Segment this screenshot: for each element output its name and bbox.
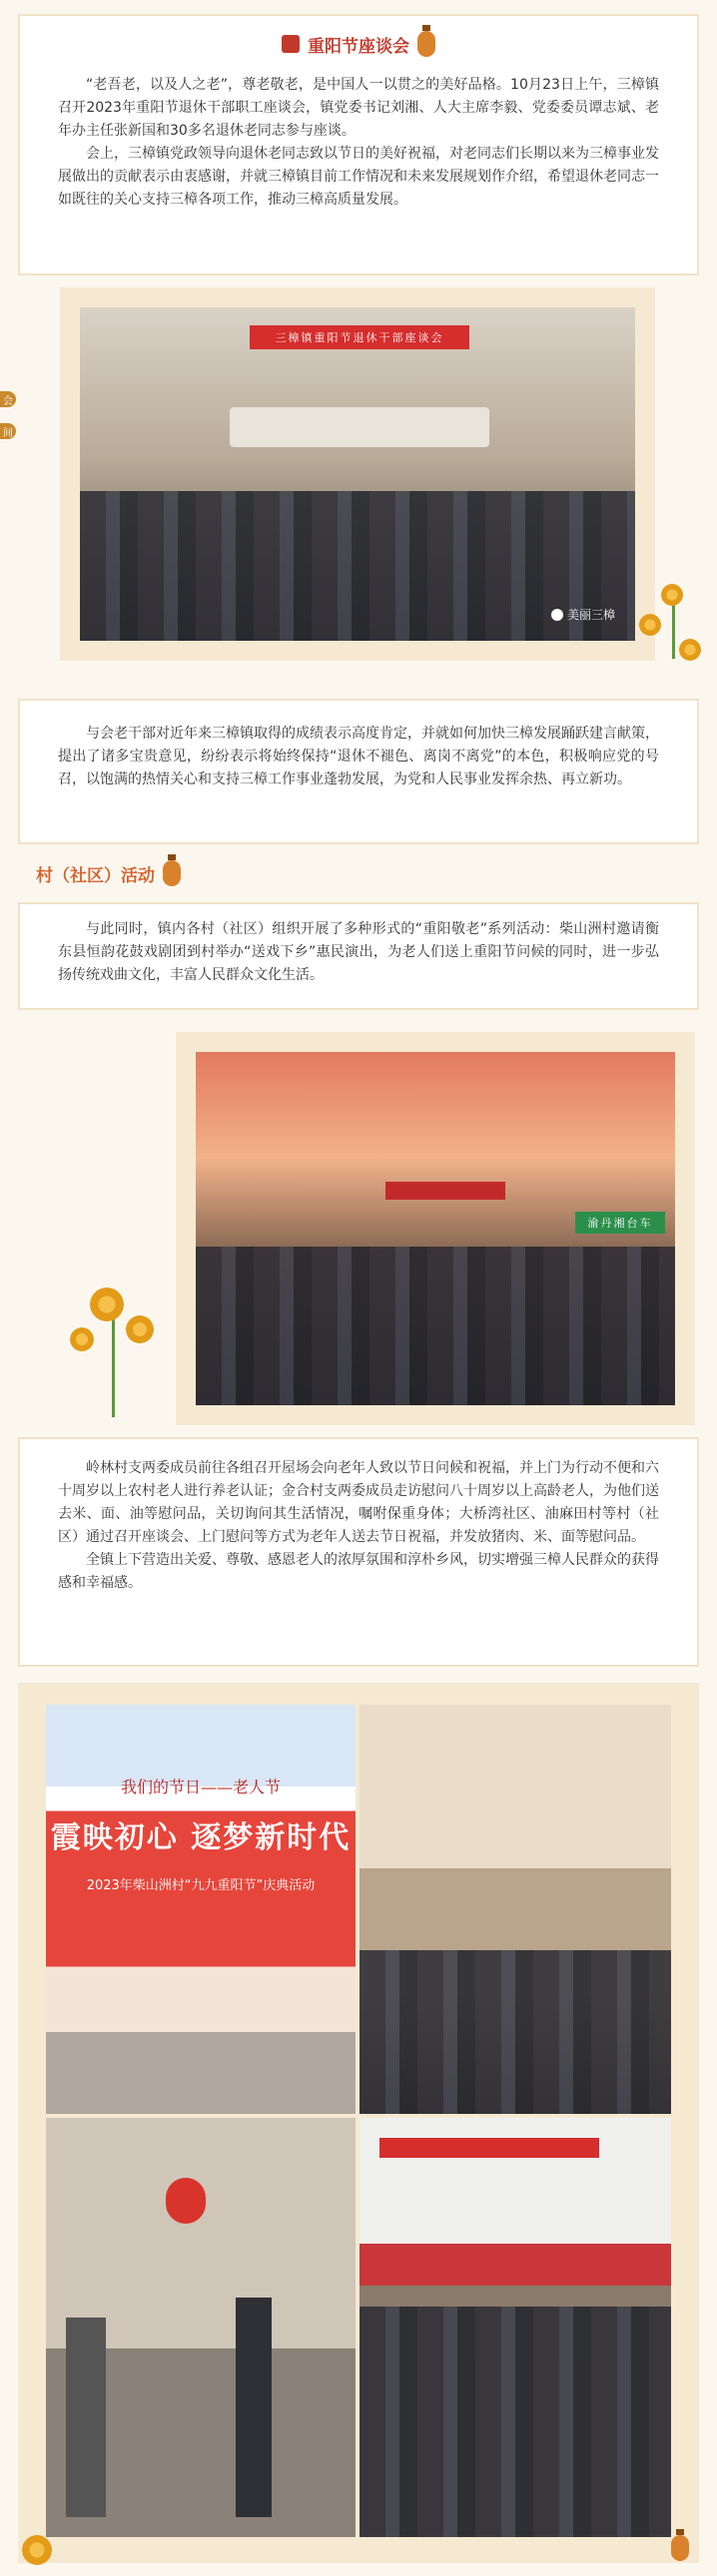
section-title-row xyxy=(20,24,697,64)
lantern-icon xyxy=(671,2535,689,2561)
truck-sign: 渝丹湘台车 xyxy=(575,1212,665,1234)
poster-subtitle: 我们的节日——老人节 xyxy=(120,1778,281,1797)
poster-slogan: 霞映初心 逐梦新时代 xyxy=(50,1820,352,1855)
side-tab: 间 xyxy=(0,423,16,439)
chrysanthemum-icon xyxy=(126,1315,154,1343)
opera-performance-photo xyxy=(196,1052,675,1405)
attendees xyxy=(359,2307,671,2537)
photo-frame xyxy=(176,1032,695,1425)
visitor-figure xyxy=(236,2298,272,2517)
flower-stem xyxy=(112,1317,115,1417)
attendees xyxy=(359,1950,671,2114)
meeting-banner: 三樟镇重阳节退休干部座谈会 xyxy=(250,325,469,349)
wechat-icon xyxy=(551,609,563,621)
meeting-table xyxy=(230,407,489,447)
home-visit-photo xyxy=(46,2118,356,2537)
watermark xyxy=(551,606,615,623)
hall-meeting-photo xyxy=(359,2118,671,2537)
festival-poster-photo xyxy=(46,1705,356,2114)
paragraph: 全镇上下营造出关爱、尊敬、感恩老人的浓厚氛围和淳朴乡风，切实增强三樟人民群众的获得感和幸福感。 xyxy=(58,1552,659,1591)
section-card-feedback xyxy=(18,699,699,844)
section-card-activities xyxy=(18,1437,699,1667)
section-title: 村（社区）活动 xyxy=(36,865,155,886)
paragraph: 岭林村支两委成员前往各组召开屋场会向老年人致以节日问候和祝福，并上门为行动不便和六十周岁以上农村老人进行养老认证；金合村支两委成员走访慰问八十周岁以上高龄老人，为他们送去米、面、油等慰问品，关切询问其生活情况，嘱咐保重身体；大桥湾社区、油麻田村等村（社区）通过召开座谈会、上门慰问等方式为老年人送去节日祝福，并发放猪肉、米、面等慰问品。 xyxy=(58,1460,659,1545)
paragraph: 与会老干部对近年来三樟镇取得的成绩表示高度肯定，并就如何加快三樟发展踊跃建言献策，提出了诸多宝贵意见，纷纷表示将始终保持“退休不褪色、离岗不离党”的本色，积极响应党的号召，以饱满的热情关心和支持三樟工作事业蓬勃发展，为党和人民事业发挥余热、再立新功。 xyxy=(58,726,659,787)
watermark-text: 美丽三樟 xyxy=(566,608,615,622)
paragraph: 会上，三樟镇党政领导向退休老同志致以节日的美好祝福，对老同志们长期以来为三樟事业发展做出的贡献表示由衷感谢，并就三樟镇目前工作情况和未来发展规划作介绍，希望退休老同志一如既往的关心支持三樟各项工作，推动三樟高质量发展。 xyxy=(58,146,659,208)
paragraph: 与此同时，镇内各村（社区）组织开展了多种形式的“重阳敬老”系列活动：柴山洲村邀请衡东县恒韵花鼓戏剧团到村举办“送戏下乡”惠民演出，为老人们送上重阳节问候的同时，进一步弘扬传统戏曲文化，丰富人民群众文化生活。 xyxy=(58,921,659,983)
chrysanthemum-icon xyxy=(90,1288,124,1321)
hall-banner xyxy=(379,2138,599,2158)
audience xyxy=(196,1247,675,1405)
chrysanthemum-icon xyxy=(22,2535,52,2565)
elderly-gathering-photo xyxy=(359,1705,671,2114)
party-emblem-icon xyxy=(282,35,300,53)
chrysanthemum-icon xyxy=(661,584,683,606)
lantern-icon xyxy=(417,31,435,57)
visitor-figure xyxy=(66,2318,106,2517)
chrysanthemum-icon xyxy=(679,639,701,661)
section-card-symposium xyxy=(18,14,699,275)
side-tab: 会 xyxy=(0,391,16,407)
meeting-photo xyxy=(80,307,635,641)
poster-event-name: 2023年柴山洲村“九九重阳节”庆典活动 xyxy=(86,1878,316,1893)
stage-banner xyxy=(385,1182,505,1200)
flower-stem xyxy=(672,599,675,659)
section-card-village xyxy=(18,902,699,1010)
photo-grid-frame xyxy=(18,1683,699,2563)
lantern-icon xyxy=(163,860,181,886)
chrysanthemum-icon xyxy=(70,1327,94,1351)
red-lantern-icon xyxy=(166,2178,206,2224)
chrysanthemum-icon xyxy=(639,614,661,636)
photo-frame xyxy=(60,287,655,661)
paragraph: “老吾老，以及人之老”，尊老敬老，是中国人一以贯之的美好品格。10月23日上午，三樟镇召开2023年重阳节退休干部职工座谈会，镇党委书记刘湘、人大主席李毅、党委委员谭志斌、老年办主任张新国和30多名退休老同志参与座谈。 xyxy=(58,77,659,139)
section-heading-village xyxy=(36,860,181,886)
section-title: 重阳节座谈会 xyxy=(308,36,409,57)
